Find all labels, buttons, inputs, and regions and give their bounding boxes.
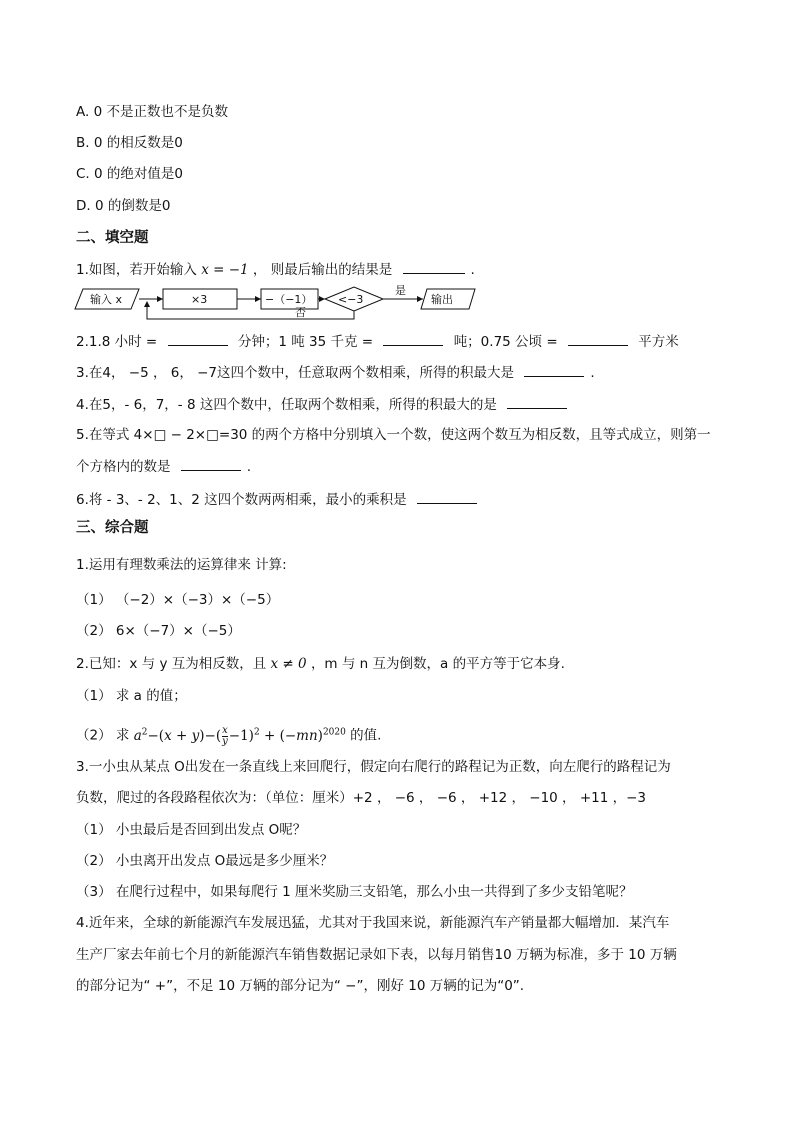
flow-input-label: 输入 x [90, 293, 123, 306]
flow-output-label: 输出 [431, 293, 453, 306]
question-text: . [470, 262, 475, 278]
flow-times-label: ×3 [191, 293, 208, 306]
question-text: . [246, 459, 252, 475]
question-3-4-line2: 生产厂家去年前七个月的新能源汽车销售数据记录如下表，以每月销售10 万辆为标准，多于 10 万辆 [76, 947, 677, 963]
flow-no-label: 否 [295, 306, 306, 319]
question-text: 平方米 [638, 334, 679, 350]
question-3-1-stem: 1.运用有理数乘法的运算律来 计算: [76, 557, 287, 573]
question-3-2-stem [76, 654, 726, 674]
answer-blank[interactable] [568, 331, 628, 346]
question-3-4-line1: 4.近年来，全球的新能源汽车发展迅猛，尤其对于我国来说，新能源汽车产销量都大幅增加．某汽车 [76, 915, 670, 931]
question-text: （2） 求 [76, 727, 130, 744]
question-2-2 [76, 331, 726, 352]
question-text: 6.将 - 3、- 2、1、2 这四个数两两相乘，最小的乘积是 [76, 492, 407, 508]
flow-yes-label: 是 [395, 285, 406, 297]
flow-decision-label: <−3 [338, 293, 364, 306]
answer-blank[interactable] [524, 362, 584, 377]
answer-blank[interactable] [168, 331, 228, 346]
question-2-5-line2 [76, 456, 726, 477]
question-text: 2.已知：x 与 y 互为相反数，且 [76, 656, 267, 672]
answer-blank[interactable] [417, 489, 477, 504]
question-text: ，m 与 n 互为倒数，a 的平方等于它本身. [310, 656, 565, 672]
question-3-2-part2 [76, 722, 726, 747]
flowchart-diagram [73, 285, 483, 323]
question-3-3-part1: （1） 小虫最后是否回到出发点 O呢？ [76, 822, 307, 838]
question-2-1 [76, 259, 726, 280]
flow-loop-line [147, 303, 354, 319]
question-2-6 [76, 489, 726, 510]
flow-arrowhead [255, 296, 261, 302]
question-text: 吨；0.75 公顷 = [453, 334, 558, 350]
question-text: 个方格内的数是 [76, 459, 171, 475]
answer-blank[interactable] [507, 394, 567, 409]
question-text: 4.在5，- 6，7，- 8 这四个数中，任取两个数相乘，所得的积最大的是 [76, 397, 497, 413]
question-text: . [590, 365, 595, 381]
flow-arrowhead [417, 296, 423, 302]
question-2-5-line1: 5.在等式 4×□ − 2×□=30 的两个方格中分别填入一个数，使这两个数互为相反数，且等式成立，则第一 [76, 427, 711, 443]
question-3-3-part2: （2） 小虫离开出发点 O最远是多少厘米？ [76, 853, 334, 869]
question-2-4 [76, 394, 726, 415]
question-3-3-line2: 负数，爬过的各段路程依次为：（单位：厘米）+2 ， −6 ， −6 ， +12 ， −10 ， +11 ，−3 [76, 790, 647, 806]
choice-c: C. 0 的绝对值是0 [76, 166, 183, 182]
question-text: 2.1.8 小时 = [76, 334, 158, 350]
section-fill-in-title: 二、填空题 [76, 230, 149, 246]
question-3-3-line1: 3.一小虫从某点 O出发在一条直线上来回爬行，假定向右爬行的路程记为正数，向左爬行的路程记为 [76, 759, 671, 775]
question-text: 分钟；1 吨 35 千克 = [237, 334, 374, 350]
choice-d: D. 0 的倒数是0 [76, 198, 171, 214]
flow-arrowhead [157, 296, 163, 302]
question-3-3-part3: （3） 在爬行过程中，如果每爬行 1 厘米奖励三支铅笔，那么小虫一共得到了多少支铅笔呢？ [76, 884, 633, 900]
question-3-1-part1: （1） （−2）×（−3）×（−5） [76, 592, 280, 608]
question-3-4-line3: 的部分记为“ +”，不足 10 万辆的部分记为“ −”，刚好 10 万辆的记为“0”. [76, 978, 525, 994]
math-condition: x ≠ 0 [270, 656, 307, 672]
flow-arrowhead [144, 301, 150, 307]
question-text: 3.在4， −5 ， 6， −7这四个数中，任意取两个数相乘，所得的积最大是 [76, 365, 515, 381]
answer-blank[interactable] [181, 456, 241, 471]
question-text: ， 则最后输出的结果是 [252, 262, 393, 278]
section-comprehensive-title: 三、综合题 [76, 520, 149, 536]
question-text: 1.如图，若开始输入 [76, 262, 197, 278]
answer-blank[interactable] [403, 259, 465, 274]
answer-blank[interactable] [383, 331, 443, 346]
flow-minus-label: −（−1） [265, 293, 313, 306]
math-formula: $a^2-(x + y)-$( $\frac{x}{y}$ $-1)^2 + (-mn)^{2020}$ [133, 724, 346, 747]
question-3-1-part2: （2） 6×（−7）×（−5） [76, 623, 241, 639]
choice-b: B. 0 的相反数是0 [76, 135, 183, 151]
choice-a: A. 0 不是正数也不是负数 [76, 104, 228, 120]
math-expression: x = −1 [201, 262, 249, 278]
question-3-2-part1: （1） 求 a 的值； [76, 688, 187, 704]
question-2-3 [76, 362, 726, 383]
question-text: 的值. [350, 727, 382, 744]
